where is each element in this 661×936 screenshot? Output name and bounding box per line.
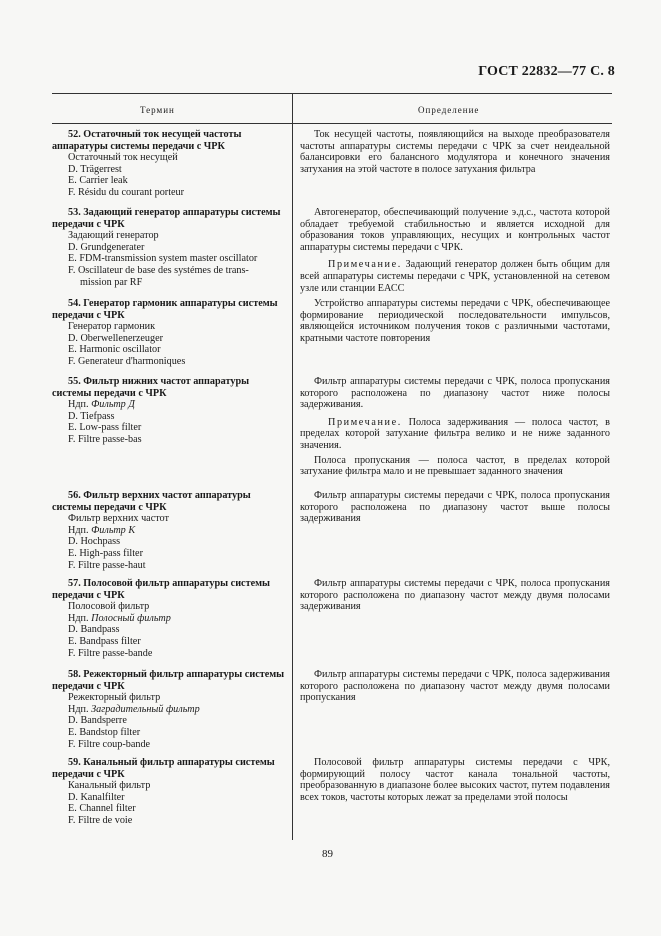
term-line: D. Bandsperre (68, 715, 127, 727)
term-entry-54 (52, 298, 286, 368)
term-line: F. Résidu du courant porteur (68, 186, 185, 198)
ndp-term: Фильтр Д (91, 399, 135, 411)
term-line: E. FDM-transmission system master oscillator (68, 253, 258, 265)
column-header-terms: Термин (140, 105, 175, 115)
definition-56 (300, 490, 610, 525)
term-entry-55 (52, 376, 286, 446)
ndp-prefix: Ндп. (68, 399, 92, 411)
definition-text: Фильтр аппаратуры системы передачи с ЧРК, полоса пропускания которого расположена по диапазону частот между двумя полосами задерживания (300, 578, 610, 613)
term-title: 59. Канальный фильтр аппаратуры системы передачи с ЧРК (52, 757, 275, 780)
definition-58 (300, 669, 610, 704)
definition-text: Фильтр аппаратуры системы передачи с ЧРК, полоса задерживания которого расположена по диапазону частот между двумя полосами пропускания (300, 669, 610, 704)
term-line: F. Generateur d'harmoniques (68, 355, 186, 367)
definition-extra: Полоса пропускания — полоса частот, в пределах которой затухание фильтра мало и не превышает заданного значения (300, 454, 610, 478)
term-line: Остаточный ток несущей (68, 152, 178, 164)
definition-note (300, 259, 610, 294)
term-line: Задающий генератор (68, 230, 159, 242)
term-line: D. Hochpass (68, 536, 121, 548)
definition-52 (300, 129, 610, 175)
term-line: D. Oberwellenerzeuger (68, 332, 164, 344)
column-divider (292, 93, 293, 840)
ndp-prefix: Ндп. (68, 612, 92, 624)
term-line: E. Harmonic oscillator (68, 344, 161, 356)
term-line: D. Tiefpass (68, 410, 115, 422)
ndp-prefix: Ндп. (68, 703, 92, 715)
term-line: D. Grundgenerater (68, 241, 145, 253)
term-line: F. Filtre passe-bande (68, 647, 153, 659)
term-title: 56. Фильтр верхних частот аппаратуры системы передачи с ЧРК (52, 490, 251, 513)
definition-53 (300, 207, 610, 294)
term-line: F. Filtre coup-bande (68, 738, 151, 750)
ndp-prefix: Ндп. (68, 524, 92, 536)
term-line: Канальный фильтр (68, 780, 151, 792)
ndp-term: Полосный фильтр (91, 612, 171, 624)
term-line: Режекторный фильтр (68, 692, 161, 704)
term-line: E. Low-pass filter (68, 422, 142, 434)
term-entry-52 (52, 129, 286, 199)
term-line (52, 399, 286, 411)
term-line: D. Trägerrest (68, 163, 122, 175)
column-header-definition: Определение (418, 105, 480, 115)
term-line: E. Bandstop filter (68, 726, 141, 738)
definition-59 (300, 757, 610, 803)
term-title: 52. Остаточный ток несущей частоты аппаратуры системы передачи с ЧРК (52, 129, 242, 152)
definition-text: Устройство аппаратуры системы передачи с ЧРК, обеспечивающее формирование периодической последовательности импульсов, являющейся источником получения токов с различными частотами, кратными частоте повторения (300, 298, 610, 344)
note-label: Примечание. (328, 416, 402, 428)
table-header-rule (52, 123, 612, 124)
definition-text: Полосовой фильтр аппаратуры системы передачи с ЧРК, формирующий полосу частот канала тональной частоты, преобразованную в диапазоне более высоких частот, путем подавления всех токов, частоты которых лежат за пределами этой полосы (300, 757, 610, 803)
term-title: 53. Задающий генератор аппаратуры системы передачи с ЧРК (52, 207, 281, 230)
term-entry-59 (52, 757, 286, 827)
definition-text: Фильтр аппаратуры системы передачи с ЧРК, полоса пропускания которого расположена по диапазону частот выше полосы задерживания (300, 490, 610, 525)
definition-text: Автогенератор, обеспечивающий получение э.д.с., частота которой обладает требуемой стабильностью и является исходной для образования токов управляющих, несущих и контрольных частот аппаратуры системы передачи с ЧРК. (300, 207, 610, 253)
term-line: Полосовой фильтр (68, 601, 150, 613)
note-label: Примечание. (328, 259, 402, 271)
term-entry-57 (52, 578, 286, 659)
page-number: 89 (322, 848, 333, 860)
term-line: E. Carrier leak (68, 175, 128, 187)
term-entry-58 (52, 669, 286, 750)
definition-55 (300, 376, 610, 478)
definition-text: Фильтр аппаратуры системы передачи с ЧРК, полоса пропускания которого расположена по диапазону частот ниже полосы задерживания. (300, 376, 610, 411)
term-line (52, 704, 286, 716)
term-line (52, 613, 286, 625)
note-text: Полоса задерживания — полоса частот, в пределах которой затухание фильтра велико и не ниже заданного значения. (300, 416, 610, 451)
term-line: F. Filtre de voie (68, 814, 133, 826)
definition-57 (300, 578, 610, 613)
term-line: F. Filtre passe-haut (68, 559, 146, 571)
term-line (52, 525, 286, 537)
ndp-term: Фильтр К (91, 524, 136, 536)
ndp-term: Заградительный фильтр (91, 703, 200, 715)
term-title: 58. Режекторный фильтр аппаратуры системы передачи с ЧРК (52, 669, 285, 692)
definition-54 (300, 298, 610, 344)
document-header: ГОСТ 22832—77 С. 8 (478, 64, 615, 79)
term-line: D. Bandpass (68, 624, 120, 636)
note-text: Задающий генератор должен быть общим для всей аппаратуры системы передачи с ЧРК, установленной на сетевом узле или станции ЕАСС (300, 259, 610, 294)
term-title: 57. Полосовой фильтр аппаратуры системы передачи с ЧРК (52, 578, 271, 601)
term-line: Фильтр верхних частот (68, 513, 169, 525)
definition-note (300, 417, 610, 452)
term-line: Генератор гармоник (68, 321, 156, 333)
term-line: E. High-pass filter (68, 547, 143, 559)
term-line: D. Kanalfilter (68, 791, 125, 803)
table-top-rule (52, 93, 612, 94)
term-entry-53 (52, 207, 286, 288)
term-entry-56 (52, 490, 286, 571)
term-line: E. Channel filter (68, 803, 136, 815)
term-title: 55. Фильтр нижних частот аппаратуры системы передачи с ЧРК (52, 376, 250, 399)
term-line: E. Bandpass filter (68, 635, 141, 647)
term-line: mission par RF (80, 276, 143, 288)
term-line: F. Oscillateur de base des systémes de trans- (68, 264, 249, 276)
term-line: F. Filtre passe-bas (68, 433, 142, 445)
definition-text: Ток несущей частоты, появляющийся на выходе преобразователя частоты аппаратуры системы передачи с ЧРК за счет неидеальной балансировки его балансного модулятора и конечного значения затухания на этой частоте в полосе затухания фильтра (300, 129, 610, 175)
term-title: 54. Генератор гармоник аппаратуры системы передачи с ЧРК (52, 298, 278, 321)
